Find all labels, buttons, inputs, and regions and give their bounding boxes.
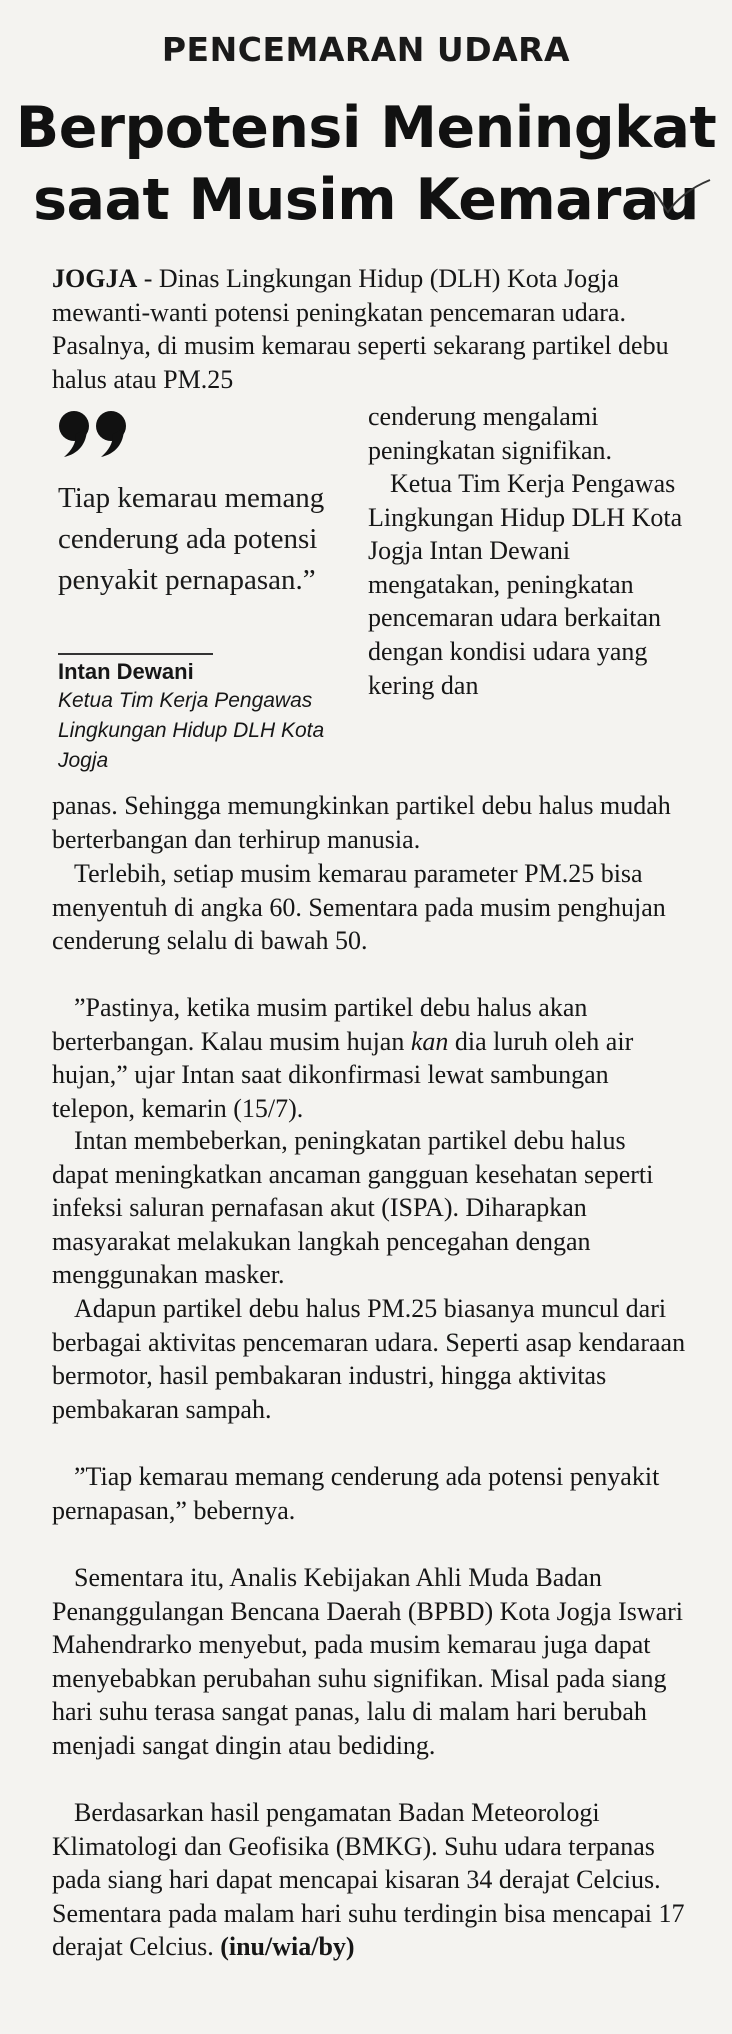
quote-icon: [58, 410, 132, 458]
paragraph-4: [52, 991, 688, 1125]
p4-start: ”Pastinya, ketika musim partikel debu halus akan berterbangan. Kalau musim hujan: [52, 993, 588, 1056]
pullquote-name: Intan Dewani: [58, 659, 194, 684]
paragraph-8: Sementara itu, Analis Kebijakan Ahli Muda Badan Penanggulangan Bencana Daerah (BPBD) Kota Jogja Iswari Mahendrarko menyebut, pada musim kemarau juga dapat menyebabkan perubahan suhu signifikan. Misal pada siang hari suhu terasa sangat panas, lalu di malam hari berubah menjadi sangat dingin atau bediding.: [52, 1563, 684, 1760]
pullquote-divider: [58, 653, 213, 655]
paragraph-5: Intan membeberkan, peningkatan partikel debu halus dapat meningkatkan ancaman gangguan kesehatan seperti infeksi saluran pernafasan akut (ISPA). Diharapkan masyarakat melakukan langkah pencegahan dengan menggunakan masker.: [52, 1126, 654, 1290]
pullquote-role: Ketua Tim Kerja Pengawas Lingkungan Hidup DLH Kota Jogja: [58, 689, 325, 772]
paragraph-9: [52, 1796, 688, 1964]
dateline: JOGJA: [52, 264, 138, 293]
paragraph-2-continued: panas. Sehingga memungkinkan partikel debu halus mudah berterbangan dan terhirup manusia.: [52, 791, 671, 854]
p4-end: dia luruh oleh air hujan,” ujar Intan saat dikonfirmasi lewat sambungan telepon, kemarin (15/7).: [52, 1026, 634, 1123]
author-credit: (inu/wia/by): [220, 1932, 355, 1962]
headline-line-2: saat Musim Kemarau: [33, 167, 699, 233]
handwritten-check-icon: [652, 178, 712, 218]
paragraph-7: ”Tiap kemarau memang cenderung ada potensi penyakit pernapasan,” bebernya.: [52, 1462, 660, 1525]
p9-text: Berdasarkan hasil pengamatan Badan Meteorologi Klimatologi dan Geofisika (BMKG). Suhu udara terpanas pada siang hari dapat mencapai kisaran 34 derajat Celcius. Sementara pada malam hari suhu terdingin bisa mencapai 17 derajat Celcius.: [52, 1798, 685, 1962]
paragraph-intro-continued: cenderung mengalami peningkatan signifikan.: [368, 402, 613, 465]
article-kicker: PENCEMARAN UDARA: [161, 30, 571, 69]
pullquote-text: Tiap kemarau memang cenderung ada potensi penyakit pernapasan.”: [58, 482, 325, 596]
paragraph-3: Terlebih, setiap musim kemarau parameter PM.25 bisa menyentuh di angka 60. Sementara pada musim penghujan cenderung selalu di bawah 50.: [52, 859, 666, 956]
p4-italic: kan: [410, 1026, 449, 1056]
paragraph-6: Adapun partikel debu halus PM.25 biasanya muncul dari berbagai aktivitas pencemaran udara. Seperti asap kendaraan bermotor, hasil pembakaran industri, hingga aktivitas pembakaran sampah.: [52, 1294, 686, 1424]
headline-line-1: Berpotensi Meningkat: [15, 95, 717, 161]
paragraph-intro: [52, 262, 688, 396]
intro-text: - Dinas Lingkungan Hidup (DLH) Kota Jogja mewanti-wanti potensi peningkatan pencemaran udara. Pasalnya, di musim kemarau seperti sekarang partikel debu halus atau PM.25: [52, 264, 669, 394]
article-headline: [0, 92, 732, 236]
paragraph-2-column: Ketua Tim Kerja Pengawas Lingkungan Hidup DLH Kota Jogja Intan Dewani mengatakan, peningkatan pencemaran udara berkaitan dengan kondisi udara yang kering dan: [368, 469, 683, 700]
